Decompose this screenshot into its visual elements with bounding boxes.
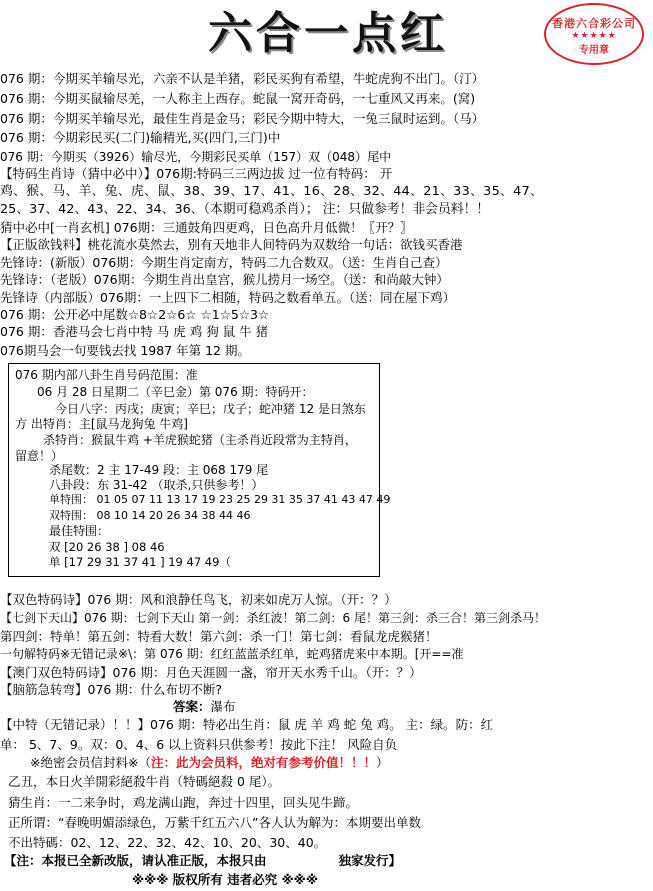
box-line: 06 月 28 日星期二（辛巳金）第 076 期：特码开：: [37, 385, 314, 399]
box-line: 方 出特肖：主[鼠马龙狗兔 牛鸡]: [15, 417, 188, 431]
text-line: 25、37、42、43、22、34、36、（本期可稳鸡杀肖）； 注：只做参考！非会员料！！: [0, 202, 490, 217]
box-line: 单特围： 01 05 07 11 13 17 19 23 25 29 31 35 37 41 43 47 49: [49, 493, 391, 506]
box-line: 单 [17 29 31 37 41 ] 19 47 49（: [49, 555, 231, 569]
text-line: 076 期：公开必中尾数☆8☆2☆6☆ ☆1☆5☆3☆: [0, 307, 270, 322]
text-line: 一句解特码※无错记录※\：第 076 期：红红蓝蓝杀红单，蛇鸡猪虎来中本期。[开==准: [0, 647, 464, 661]
text-line: 076 期：今期买鼠输尽羌，一人称主上西存。蛇鼠一窝开奇码，一七重风又再来。(窝): [0, 91, 476, 106]
box-line: 杀特肖：猴鼠牛鸡 +羊虎猴蛇猪（主杀肖近段常为主特肖，: [43, 433, 357, 447]
bagua-info-box: [8, 363, 391, 577]
member-note-suffix: ）: [375, 755, 389, 770]
text-line: 先锋诗：(新版）076期：今期生肖定南方，特码二九合数双。（送：生肖自己查）: [0, 255, 448, 270]
box-line: 今日八字：丙戌；庚寅；辛巳；戊子；蛇冲猪 12 是日煞东: [55, 402, 366, 416]
text-line: 第四剑：特单！第五剑：特看大数！第六剑：杀一门！第七剑：看鼠龙虎猴猪！: [0, 629, 438, 644]
text-line: 正所谓：“春晚明媚添绿色，万紫千红五六八”各人认为解为：本期要出单数: [8, 815, 421, 830]
member-note-highlight: 注：此为会员料，绝对有参考价值！！！: [150, 755, 376, 770]
text-line: 076 期：今期彩民买(二门)输精光,买(四门,三门)中: [0, 130, 281, 145]
footer-notice: [4, 852, 401, 869]
text-line: 076 期：香港马会七肖中特 马 虎 鸡 狗 鼠 牛 猪: [0, 324, 269, 339]
text-line: 单： 5、7、9。双：0、4、6 以上资料只供参考！按此下注！ 风险自负: [0, 737, 398, 752]
box-line: 八卦段：东 31-42 （取杀,只供参考！）: [49, 478, 264, 492]
footer-copyright: ※※※ 版权所有 违者必究 ※※※: [132, 872, 318, 887]
text-line: 076 期：今期买（3926）输尽光，今期彩民买单（157）双（048）尾中: [0, 150, 392, 164]
text-line: 【正版欲钱料】桃花流水莫然去，别有天地非人间特码为双数给一句话：欲钱买香港: [0, 237, 463, 252]
answer-label: 答案：: [173, 699, 211, 714]
text-line: 【七剑下天山】076 期：七剑下天山 第一剑：杀红波！第二剑：6 尾！第三剑：杀三合！第三剑杀马！: [0, 611, 546, 625]
footer-notice-b: 独家发行】: [338, 853, 402, 868]
text-line: 猜中必中[一肖玄机] 076期：三通鼓角四更鸡，日色高升月低微！〖开？〗: [0, 220, 413, 235]
text-line: 鸡、猴、马、羊、兔、虎、鼠、38、39、17、41、16、28、32、44、21、33、35、47、: [0, 184, 544, 199]
text-line: 【澳门双色特码诗】076 期：月色天涯圆一盏，帘开天水秀千山。（开：？）: [0, 665, 422, 680]
answer-line: [173, 698, 236, 715]
box-line: 杀尾数：2 主 17-49 段：主 068 179 尾: [49, 463, 269, 477]
box-line: 最佳特围：: [49, 524, 110, 538]
text-line: 076期马会一句要钱去找 1987 年第 12 期。: [0, 343, 250, 358]
newspaper-title: 六合一点红: [208, 8, 448, 59]
text-line: 【脑筋急转弯】076 期：什么布切不断?: [0, 682, 222, 697]
text-line: 【双色特码诗】076 期：风和浪静任鸟飞，初来如虎万人惊。（开：？）: [0, 592, 397, 607]
answer-value: 瀑布: [210, 699, 236, 714]
box-line: 双特围： 08 10 14 20 26 34 38 44 46: [49, 509, 251, 522]
member-note-prefix: ※绝密会员信封料※（: [30, 755, 151, 770]
box-line: 076 期内部八卦生肖号码范围：准: [15, 368, 198, 382]
seal-company-name: 香港六合彩公司: [552, 17, 636, 30]
seal-stars: ★★★★★: [571, 31, 617, 41]
text-line: 乙丑，本日火羊開彩絕殺牛肖（特碼絕殺 0 尾）。: [8, 774, 281, 789]
text-line: 【中特（无错记录）！！】076 期：特必出生肖：鼠 虎 羊 鸡 蛇 兔 鸡。 主：绿。防：红: [0, 717, 494, 732]
text-line: 猜生肖：一二来争时，鸡龙满山跑，奔过十四里，回头见牛蹄。: [8, 795, 359, 810]
seal-label: 专用章: [579, 45, 609, 56]
text-line: 不出特碼：02、12、22、32、42、10、20、30、40。: [8, 835, 327, 850]
text-line: 【特码生肖诗（猜中必中）】076期:特码三三两边拔 过一位有特码： 开: [0, 166, 393, 181]
box-line: 留意！）: [15, 449, 64, 463]
text-line: 076 期：今期买羊输尽光，六亲不认是羊猪，彩民买狗有希望，牛蛇虎狗不出门。（汀）: [0, 71, 485, 86]
company-seal: [544, 3, 644, 65]
footer-notice-a: 【注：本报已全新改版，请认准正版，本报只由: [4, 853, 267, 868]
text-line: 076 期：今期买羊输尽光，最佳生肖是金马；彩民今期中特大，一兔三鼠时运到。（马）: [0, 111, 485, 126]
member-note-line: [30, 754, 388, 771]
box-line: 双 [20 26 38 ] 08 46: [49, 540, 165, 554]
text-line: 先锋诗（内部版）076期：一上四下二相随，特码之数看单五。（送：同在屋下鸡）: [0, 290, 456, 305]
text-line: 先锋诗：（老版）076期：今期生肖出皇宫，猴儿捞月一场空。（送：和尚敲大钟）: [0, 272, 449, 287]
